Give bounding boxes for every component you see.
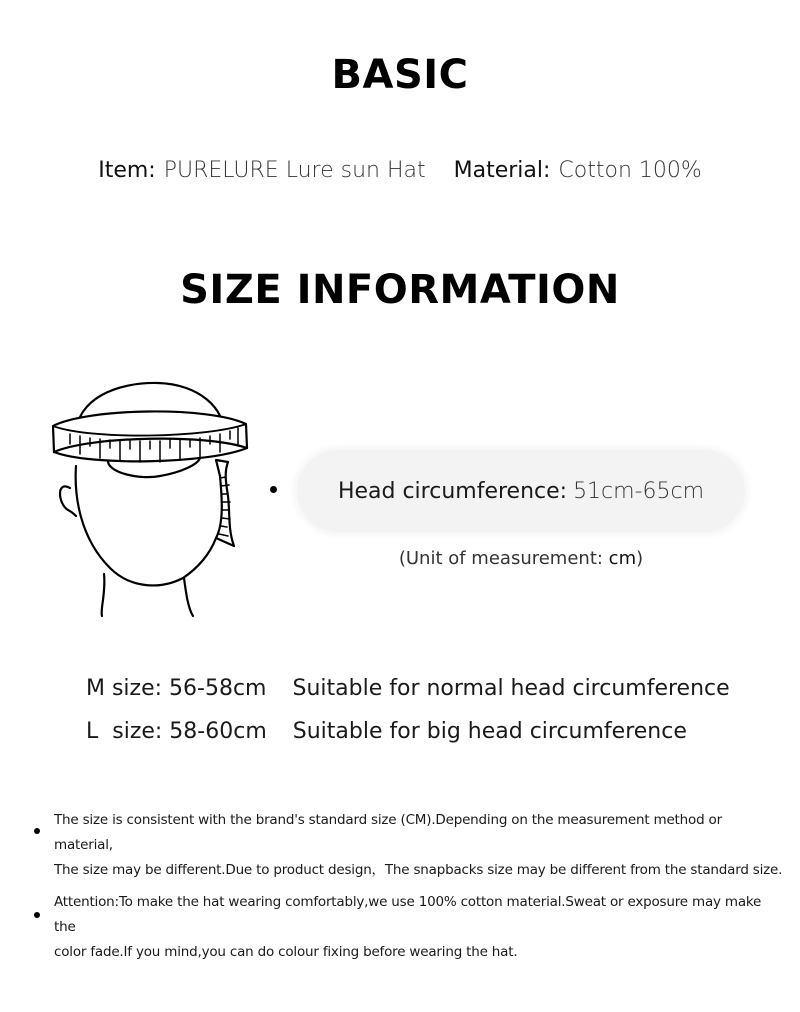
item-value: PURELURE Lure sun Hat xyxy=(163,158,426,183)
circumference-label: Head circumference: xyxy=(337,478,568,504)
circumference-value: 51cm-65cm xyxy=(573,478,705,504)
item-label: Item: xyxy=(98,158,156,183)
note-bullet xyxy=(34,912,40,918)
head-circumference-pill xyxy=(297,450,745,532)
size-row-m xyxy=(86,676,730,701)
size-consistency-note xyxy=(54,808,784,883)
bullet-dot xyxy=(270,486,277,493)
size-l-label: L size: 58-60cm xyxy=(86,719,267,744)
unit-suffix: ) xyxy=(636,548,644,569)
note-line: The size may be different.Due to product design，The snapbacks size may be different from the standard size. xyxy=(54,862,783,878)
note-line: The size is consistent with the brand's standard size (CM).Depending on the measurement method or material, xyxy=(54,812,722,853)
head-measuring-tape-icon xyxy=(48,378,253,620)
basic-info-row xyxy=(0,158,800,183)
size-m-description: Suitable for normal head circumference xyxy=(292,676,730,701)
material-label: Material: xyxy=(453,158,551,183)
note-line: Attention:To make the hat wearing comfortably,we use 100% cotton material.Sweat or exposure may make the xyxy=(54,894,762,935)
size-information-heading: SIZE INFORMATION xyxy=(180,267,620,313)
size-m-label: M size: 56-58cm xyxy=(86,676,267,701)
material-value: Cotton 100% xyxy=(558,158,702,183)
note-line: color fade.If you mind,you can do colour fixing before wearing the hat. xyxy=(54,944,518,960)
basic-heading: BASIC xyxy=(331,52,469,98)
attention-note xyxy=(54,890,784,965)
note-bullet xyxy=(34,828,40,834)
unit-of-measurement-note xyxy=(297,548,745,569)
unit-value: cm xyxy=(608,548,637,569)
size-row-l xyxy=(86,719,687,744)
size-l-description: Suitable for big head circumference xyxy=(292,719,687,744)
unit-prefix: (Unit of measurement: xyxy=(398,548,609,569)
